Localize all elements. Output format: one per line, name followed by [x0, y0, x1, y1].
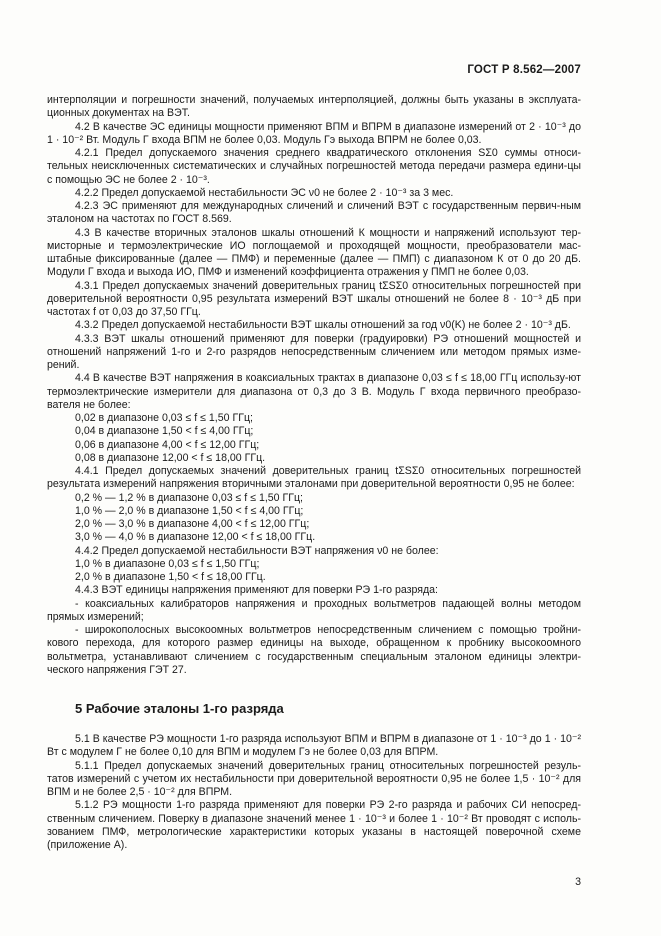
document-header-code: ГОСТ Р 8.562—2007: [467, 64, 581, 76]
list-item: 0,06 в диапазоне 4,00 < f ≤ 12,00 ГГц;: [75, 438, 260, 451]
paragraph: - коаксиальных калибраторов напряжения и проходных вольтметров падающей волны методом прямых измерений;: [47, 597, 581, 623]
list-item: 0,08 в диапазоне 12,00 < f ≤ 18,00 ГГц.: [75, 451, 266, 464]
paragraph: 5.1 В качестве РЭ мощности 1-го разряда используют ВПМ и ВПРМ в диапазоне от 1 · 10⁻³ до 1 · 10⁻² Вт с модулем Γ не более 0,10 для ВПМ и модулем Γэ не более 0,03 для ВПРМ.: [47, 733, 581, 759]
paragraph: интерполяции и погрешности значений, получаемых интерполяцией, должны быть указаны в эксплуата-ционных документах на ВЭТ.: [47, 94, 581, 120]
paragraph: 4.3.1 Предел допускаемых значений доверительных границ tΣSΣ0 относительных погрешностей при доверительной вероятности 0,95 результата измерений ВЭТ шкалы отношений не более 8 · 10⁻³ дБ при частотах f от 0,03 до 37,50 ГГц.: [47, 279, 581, 318]
list-item: 1,0 % — 2,0 % в диапазоне 1,50 < f ≤ 4,00 ГГц;: [75, 504, 304, 517]
list-item: 0,2 % — 1,2 % в диапазоне 0,03 ≤ f ≤ 1,50 ГГц;: [75, 491, 303, 504]
paragraph: 4.4.1 Предел допускаемых значений доверительных границ tΣSΣ0 относительных погрешностей результата измерений напряжения вторичными эталонами при доверительной вероятности 0,95 не более:: [47, 465, 581, 491]
page-number: 3: [575, 876, 581, 888]
paragraph: 4.2.2 Предел допускаемой нестабильности ЭС ν0 не более 2 · 10⁻³ за 3 мес.: [75, 186, 454, 199]
list-item: 2,0 % — 3,0 % в диапазоне 4,00 < f ≤ 12,00 ГГц;: [75, 518, 310, 530]
list-item: 2,0 % в диапазоне 1,50 < f ≤ 18,00 ГГц.: [75, 571, 266, 583]
paragraph: 4.4.3 ВЭТ единицы напряжения применяют для поверки РЭ 1-го разряда:: [75, 584, 438, 597]
paragraph: 5.1.1 Предел допускаемых значений доверительных границ относительных погрешностей резуль-татов измерений с учетом их нестабильности при доверительной вероятности 0,95 не более 1,5 · 10⁻² для ВПМ и не более 2,5 · 10⁻² для ВПРМ.: [47, 759, 581, 798]
paragraph: 4.3 В качестве вторичных эталонов шкалы отношений К мощности и напряжений используют тер-мисторные и термоэлектрические ИО поглощаемой и проходящей мощности, преобразователи мас-штабные фиксированные (далее — ПМФ) и переменные (далее — ПМП) с диапазоном К от 0 до 20 дБ. Модули Γ входа и выхода ИО, ПМФ и изменений коэффициента отражения у ПМП не более 0,03.: [47, 226, 581, 279]
document-body: [47, 94, 581, 852]
paragraph: 4.4.2 Предел допускаемой нестабильности ВЭТ напряжения ν0 не более:: [75, 544, 439, 557]
section-title: 5 Рабочие эталоны 1-го разряда: [75, 701, 284, 716]
paragraph: 4.2.1 Предел допускаемого значения среднего квадратического отклонения SΣ0 суммы относи-тельных неисключенных систематических и случайных погрешностей метода передачи размера едини-цы с помощью ЭС не более 2 · 10⁻³.: [47, 147, 581, 186]
paragraph: 4.2.3 ЭС применяют для международных сличений и сличений ВЭТ с государственным первич-ным эталоном на частотах по ГОСТ 8.569.: [47, 200, 581, 226]
paragraph: - широкополосных высокоомных вольтметров непосредственным сличением с помощью тройни-кового перехода, для которого размер единицы на выходе, обращенном к пробнику высокоомного вольтметра, устанавливают сличением с государственным специальным эталоном единицы электри-ческого напряжения ГЭТ 27.: [47, 624, 581, 676]
paragraphs-before-section: [47, 94, 581, 677]
paragraph: 4.2 В качестве ЭС единицы мощности применяют ВПМ и ВПРМ в диапазоне измерений от 2 · 10⁻³ до 1 · 10⁻² Вт. Модуль Γ входа ВПМ не более 0,03. Модуль Γэ выхода ВПРМ не более 0,03.: [47, 120, 581, 146]
paragraph: 4.4 В качестве ВЭТ напряжения в коаксиальных трактах в диапазоне 0,03 ≤ f ≤ 18,00 ГГц использу-ют термоэлектрические измерители для диапазона от 0,3 до 3 В. Модуль Γ входа первичного преобразо-вателя не более:: [47, 372, 581, 411]
paragraph: 5.1.2 РЭ мощности 1-го разряда применяют для поверки РЭ 2-го разряда и рабочих СИ непосред-ственным сличением. Поверку в диапазоне значений менее 1 · 10⁻³ и более 1 · 10⁻² Вт проводят с исполь-зованием ПМФ, метрологические характеристики которых указаны в настоящей поверочной схеме (приложение А).: [47, 799, 581, 851]
paragraph: 4.3.2 Предел допускаемой нестабильности ВЭТ шкалы отношений за год ν0(K) не более 2 · 10⁻³ дБ.: [75, 319, 571, 332]
paragraphs-after-section: [47, 733, 581, 852]
paragraph: 4.3.3 ВЭТ шкалы отношений применяют для поверки (градуировки) РЭ отношений мощностей и отношений напряжений 1-го и 2-го разрядов непосредственным сличением или методом прямых изме-рений.: [47, 332, 581, 371]
list-item: 3,0 % — 4,0 % в диапазоне 12,00 < f ≤ 18,00 ГГц.: [75, 531, 316, 544]
list-item: 1,0 % в диапазоне 0,03 ≤ f ≤ 1,50 ГГц;: [75, 557, 260, 570]
list-item: 0,02 в диапазоне 0,03 ≤ f ≤ 1,50 ГГц;: [75, 412, 253, 424]
list-item: 0,04 в диапазоне 1,50 < f ≤ 4,00 ГГц;: [75, 425, 254, 438]
